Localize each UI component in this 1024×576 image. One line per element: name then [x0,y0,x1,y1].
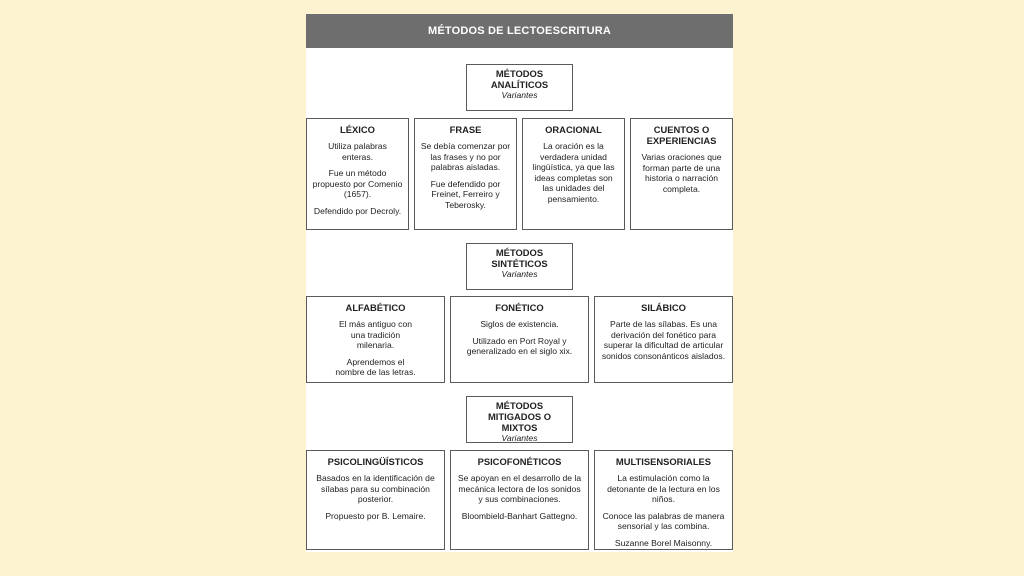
category-title-line: MÉTODOS [495,68,544,79]
method-text: Bloombield-Banhart Gattegno. [461,510,578,521]
method-title: CUENTOS O EXPERIENCIAS [646,124,717,146]
category-variant: Variantes [501,433,538,443]
method-text: Suzanne Borel Maisonny. [614,537,713,548]
method-text: Varias oraciones que forman parte de una historia o narración completa. [641,152,722,194]
category-variant: Variantes [501,269,538,279]
method-text: Conoce las palabras de manera sensorial y las combina. [602,510,725,532]
category-sinteticos [466,243,573,290]
method-title: PSICOLINGÜÍSTICOS [327,456,424,467]
category-mixtos [466,396,573,443]
category-analiticos [466,64,573,111]
method-psicolinguisticos [306,450,445,550]
method-text: Utiliza palabras enteras. [328,141,387,162]
method-title: SILÁBICO [641,302,686,313]
method-text: Fue defendido por Freinet, Ferreiro y Teberosky. [430,178,501,210]
method-psicofoneticos [450,450,589,550]
category-title-line: MITIGADOS O MIXTOS [487,411,552,433]
method-text: Fue un método propuesto por Comenio (1657). [312,168,403,200]
method-text: El más antiguo con una tradición milenaria. [338,319,413,351]
method-text: Se apoyan en el desarrollo de la mecánica lectora de los sonidos y sus combinaciones. [457,473,582,505]
methods-diagram [306,14,733,552]
category-variant: Variantes [501,90,538,100]
method-alfabetico [306,296,445,383]
diagram-title: MÉTODOS DE LECTOESCRITURA [306,14,733,48]
method-fonetico [450,296,589,383]
method-text: La oración es la verdadera unidad lingüística, ya que las ideas completas son las unidades del pensamiento. [532,141,615,204]
method-title: ORACIONAL [545,124,602,135]
method-oracional [522,118,625,230]
method-silabico [594,296,733,383]
method-multisensoriales [594,450,733,550]
method-frase [414,118,517,230]
method-text: Utilizado en Port Royal y generalizado en el siglo xix. [466,335,573,357]
method-text: Parte de las sílabas. Es una derivación del fonético para superar la dificultad de articular sonidos consonánticos aislados. [601,319,726,361]
method-title: MULTISENSORIALES [615,456,712,467]
method-title: FONÉTICO [495,302,544,313]
method-lexico [306,118,409,230]
method-text: Se debía comenzar por las frases y no por palabras aisladas. [420,141,511,173]
method-text: Aprendemos el nombre de las letras. [335,356,416,378]
method-title: PSICOFONÉTICOS [477,456,562,467]
method-text: Siglos de existencia. [480,319,559,329]
method-title: LÉXICO [340,124,375,135]
category-title-line: ANALÍTICOS [490,79,549,90]
category-title-line: MÉTODOS [495,247,544,258]
category-title-line: MÉTODOS [495,400,544,411]
method-text: Propuesto por B. Lemaire. [325,510,426,521]
method-text: Basados en la identificación de sílabas para su combinación posterior. [316,473,435,505]
method-title: ALFABÉTICO [345,302,406,313]
method-text: La estimulación como la detonante de la lectura en los niños. [607,473,720,505]
method-title: FRASE [449,124,482,135]
category-title-line: SINTÉTICOS [491,258,548,269]
method-text: Defendido por Decroly. [313,205,402,216]
method-cuentos [630,118,733,230]
